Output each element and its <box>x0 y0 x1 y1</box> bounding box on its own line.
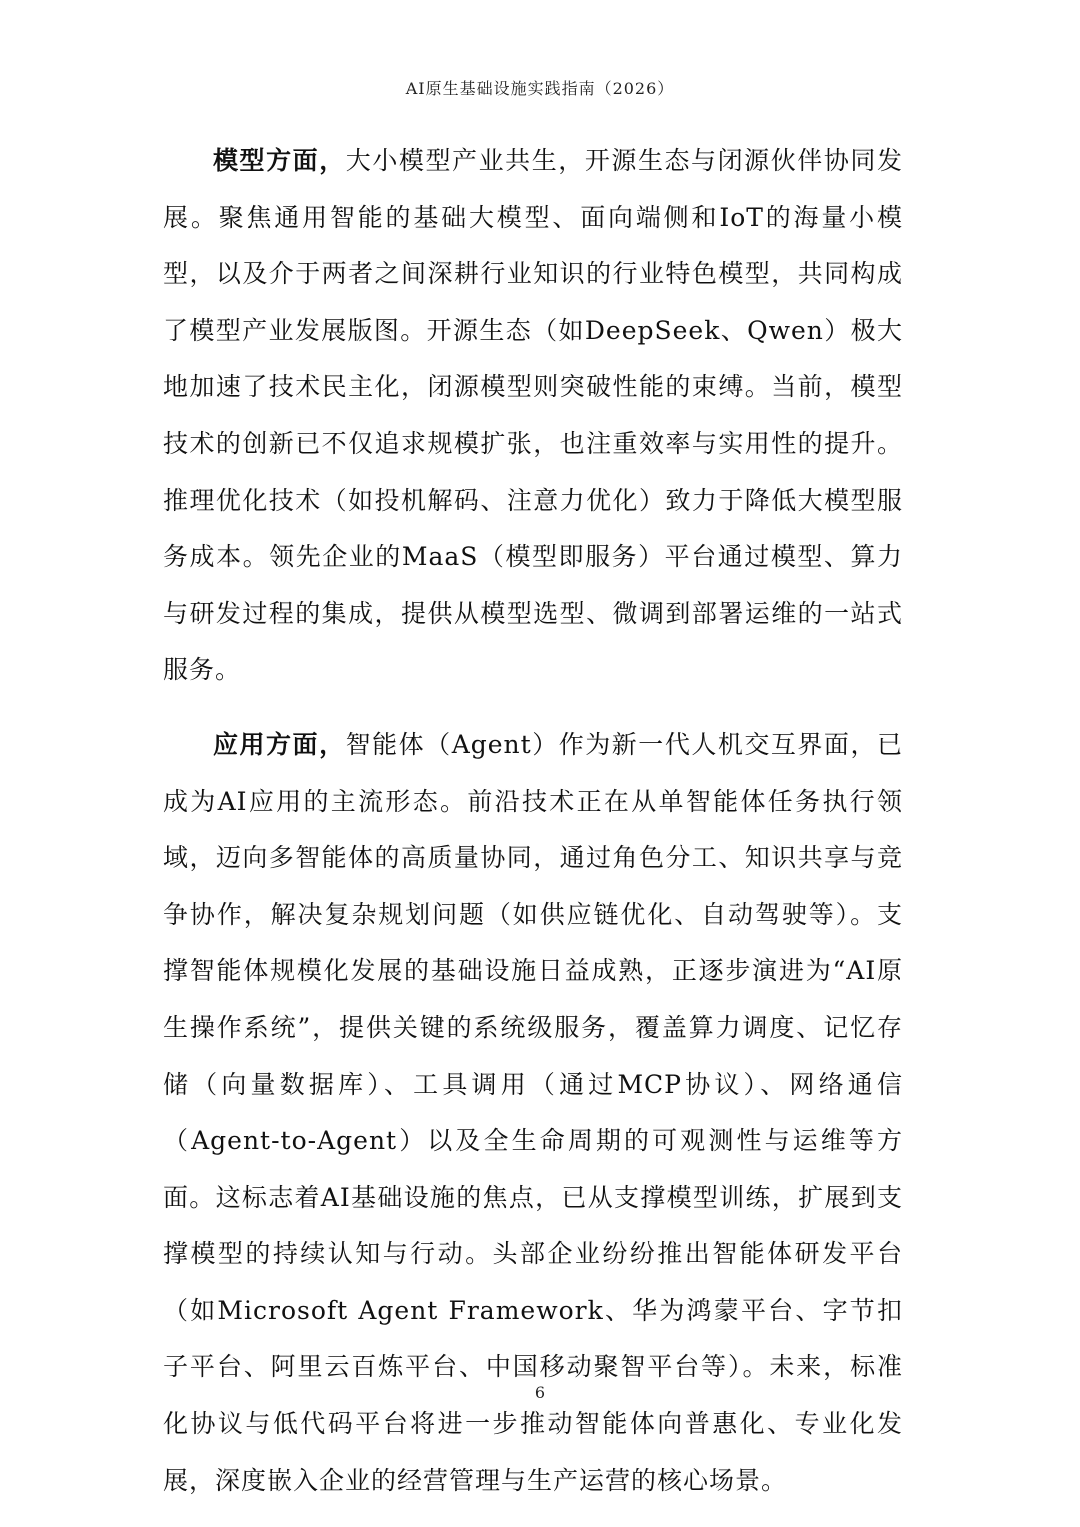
body-text <box>163 133 903 1527</box>
paragraph-models <box>163 133 903 699</box>
paragraph-lead-applications: 应用方面， <box>213 729 346 759</box>
running-header: AI原生基础设施实践指南（2026） <box>405 79 675 98</box>
paragraph-lead-models: 模型方面， <box>213 146 346 175</box>
paragraph-text-models: 大小模型产业共生，开源生态与闭源伙伴协同发展。聚焦通用智能的基础大模型、面向端侧和IoT的海量小模型，以及介于两者之间深耕行业知识的行业特色模型，共同构成了模型产业发展版图。开源生态（如DeepSeek、Qwen）极大地加速了技术民主化，闭源模型则突破性能的束缚。当前，模型技术的创新已不仅追求规模扩张，也注重效率与实用性的提升。推理优化技术（如投机解码、注意力优化）致力于降低大模型服务成本。领先企业的MaaS（模型即服务）平台通过模型、算力与研发过程的集成，提供从模型选型、微调到部署运维的一站式服务。 <box>163 146 903 685</box>
page-number: 6 <box>534 1383 546 1402</box>
paragraph-text-applications: 智能体（Agent）作为新一代人机交互界面，已成为AI应用的主流形态。前沿技术正在从单智能体任务执行领域，迈向多智能体的高质量协同，通过角色分工、知识共享与竞争协作，解决复杂规划问题（如供应链优化、自动驾驶等）。支撑智能体规模化发展的基础设施日益成熟，正逐步演进为“AI原生操作系统”，提供关键的系统级服务，覆盖算力调度、记忆存储（向量数据库）、工具调用（通过MCP协议）、网络通信（Agent-to-Agent）以及全生命周期的可观测性与运维等方面。这标志着AI基础设施的焦点，已从支撑模型训练，扩展到支撑模型的持续认知与行动。头部企业纷纷推出智能体研发平台（如Microsoft Agent Framework、华为鸿蒙平台、字节扣子平台、阿里云百炼平台、中国移动聚智平台等）。未来，标准化协议与低代码平台将进一步推动智能体向普惠化、专业化发展，深度嵌入企业的经营管理与生产运营的核心场景。 <box>163 729 903 1495</box>
